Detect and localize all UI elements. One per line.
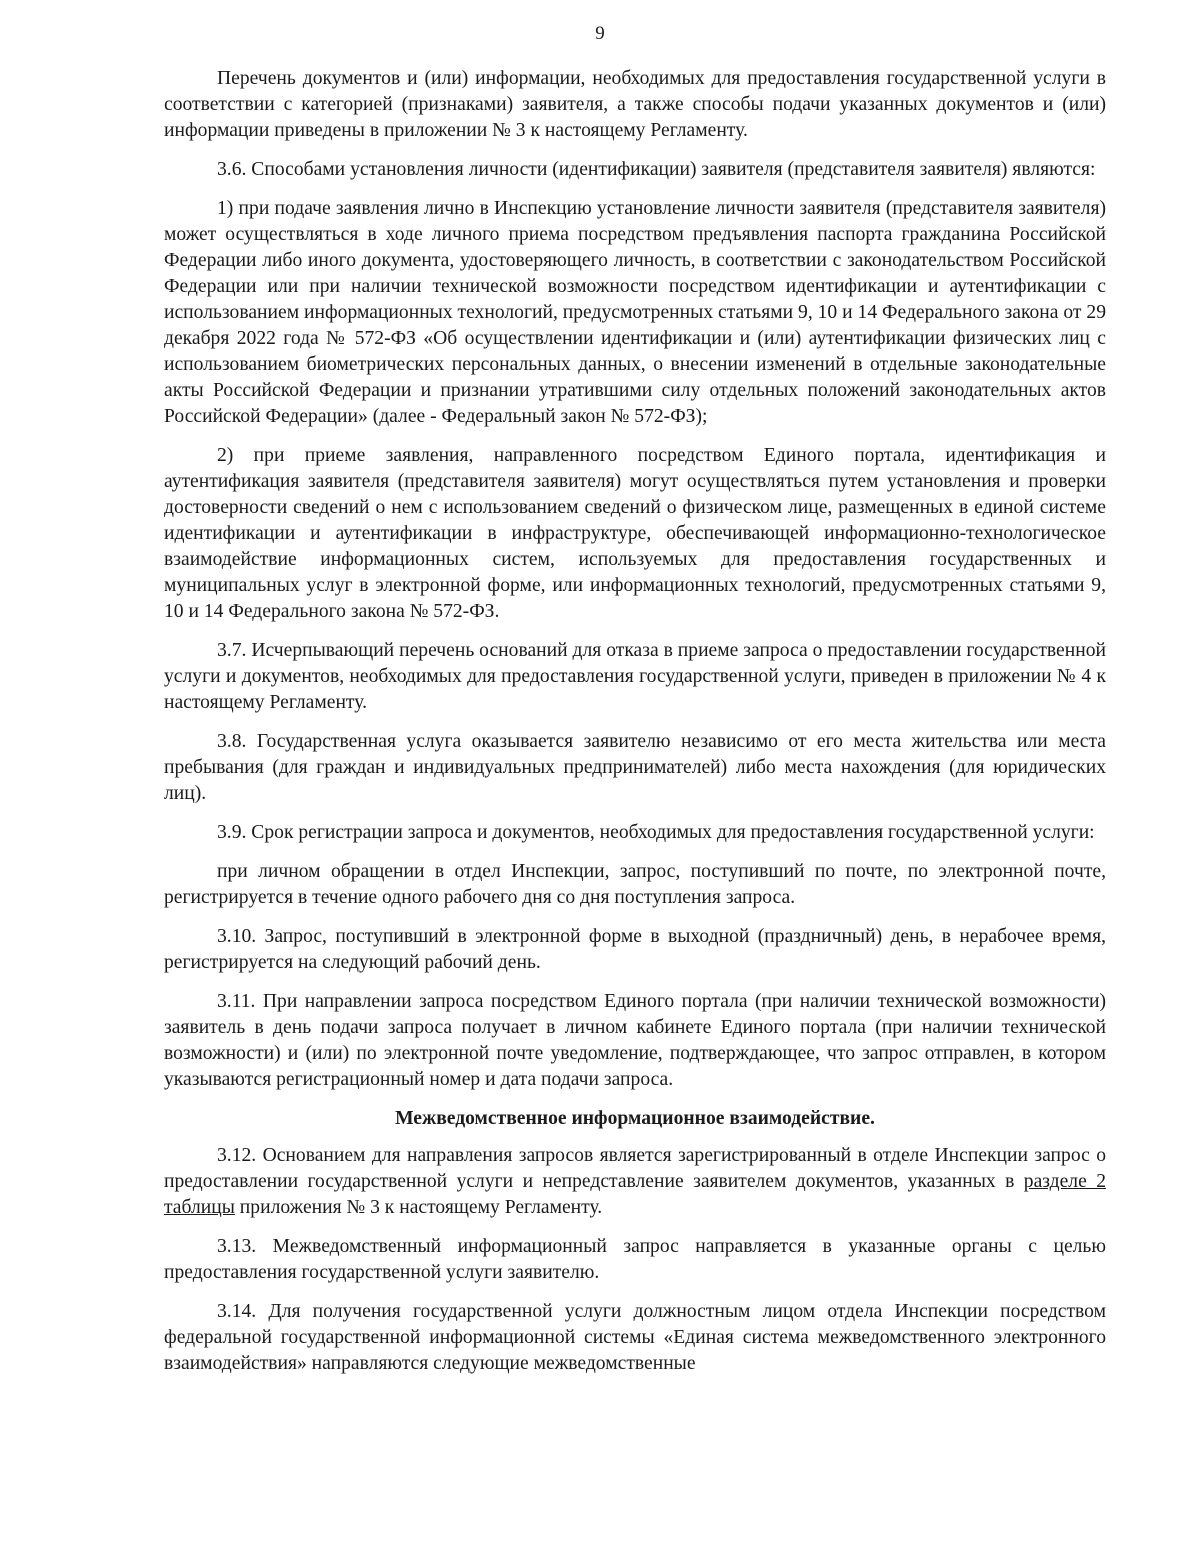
paragraph-3-9: 3.9. Срок регистрации запроса и документов, необходимых для предоставления государственной услуги: [217, 822, 1095, 843]
paragraph-3-6: 3.6. Способами установления личности (идентификации) заявителя (представителя заявителя) являются: [217, 159, 1096, 180]
paragraph-documents-list: Перечень документов и (или) информации, необходимых для предоставления государственной услуги в соответствии с категорией (признаками) заявителя, а также способы подачи указанных документов и (или) информации приведены в приложении № 3 к настоящему Регламенту. [164, 68, 1106, 141]
paragraph-3-9-detail: при личном обращении в отдел Инспекции, запрос, поступивший по почте, по электронной почте, регистрируется в течение одного рабочего дня со дня поступления запроса. [164, 861, 1106, 908]
paragraph-3-12 [164, 1143, 1106, 1221]
paragraph-3-7: 3.7. Исчерпывающий перечень оснований для отказа в приеме запроса о предоставлении государственной услуги и документов, необходимых для предоставления государственной услуги, приведен в приложении № 4 к настоящему Регламенту. [164, 640, 1106, 713]
page-number: 9 [595, 23, 605, 44]
paragraph-3-12-text-start: 3.12. Основанием для направления запросов является зарегистрированный в отделе Инспекции запрос о предоставлении государственной услуги и непредставление заявителем документов, указанных в [164, 1145, 1106, 1192]
paragraph-3-14: 3.14. Для получения государственной услуги должностным лицом отдела Инспекции посредством федеральной государственной информационной системы «Единая система межведомственного электронного взаимодействия» направляются следующие межведомственные [164, 1301, 1106, 1374]
section-heading: Межведомственное информационное взаимодействие. [395, 1108, 875, 1129]
paragraph-3-12-text-end: приложения № 3 к настоящему Регламенту. [234, 1197, 603, 1218]
paragraph-3-8: 3.8. Государственная услуга оказывается заявителю независимо от его места жительства или места пребывания (для граждан и индивидуальных предпринимателей) либо места нахождения (для юридических лиц). [164, 731, 1106, 804]
paragraph-3-11: 3.11. При направлении запроса посредством Единого портала (при наличии технической возможности) заявитель в день подачи запроса получает в личном кабинете Единого портала (при наличии технической возможности) и (или) по электронной почте уведомление, подтверждающее, что запрос отправлен, в котором указываются регистрационный номер и дата подачи запроса. [164, 991, 1106, 1090]
paragraph-3-13: 3.13. Межведомственный информационный запрос направляется в указанные органы с целью предоставления государственной услуги заявителю. [164, 1236, 1106, 1283]
paragraph-3-6-item-1: 1) при подаче заявления лично в Инспекцию установление личности заявителя (представителя заявителя) может осуществляться в ходе личного приема посредством предъявления паспорта гражданина Российской Федерации либо иного документа, удостоверяющего личность, в соответствии с законодательством Российской Федерации или при наличии технической возможности посредством идентификации и аутентификации с использованием информационных технологий, предусмотренных статьями 9, 10 и 14 Федерального закона от 29 декабря 2022 года № 572-ФЗ «Об осуществлении идентификации и (или) аутентификации физических лиц с использованием биометрических персональных данных, о внесении изменений в отдельные законодательные акты Российской Федерации и признании утратившими силу отдельных положений законодательных актов Российской Федерации» (далее - Федеральный закон № 572-ФЗ); [164, 198, 1106, 427]
paragraph-3-10: 3.10. Запрос, поступивший в электронной форме в выходной (праздничный) день, в нерабочее время, регистрируется на следующий рабочий день. [164, 926, 1106, 973]
paragraph-3-6-item-2: 2) при приеме заявления, направленного посредством Единого портала, идентификация и аутентификация заявителя (представителя заявителя) могут осуществляться путем установления и проверки достоверности сведений о нем с использованием сведений о физическом лице, размещенных в единой системе идентификации и аутентификации в инфраструктуре, обеспечивающей информационно-технологическое взаимодействие информационных систем, используемых для предоставления государственных и муниципальных услуг в электронной форме, или информационных технологий, предусмотренных статьями 9, 10 и 14 Федерального закона № 572-ФЗ. [164, 445, 1106, 622]
document-body [164, 66, 1106, 1390]
section-2-table-link[interactable]: разделе 2 таблицы [164, 1171, 1106, 1218]
